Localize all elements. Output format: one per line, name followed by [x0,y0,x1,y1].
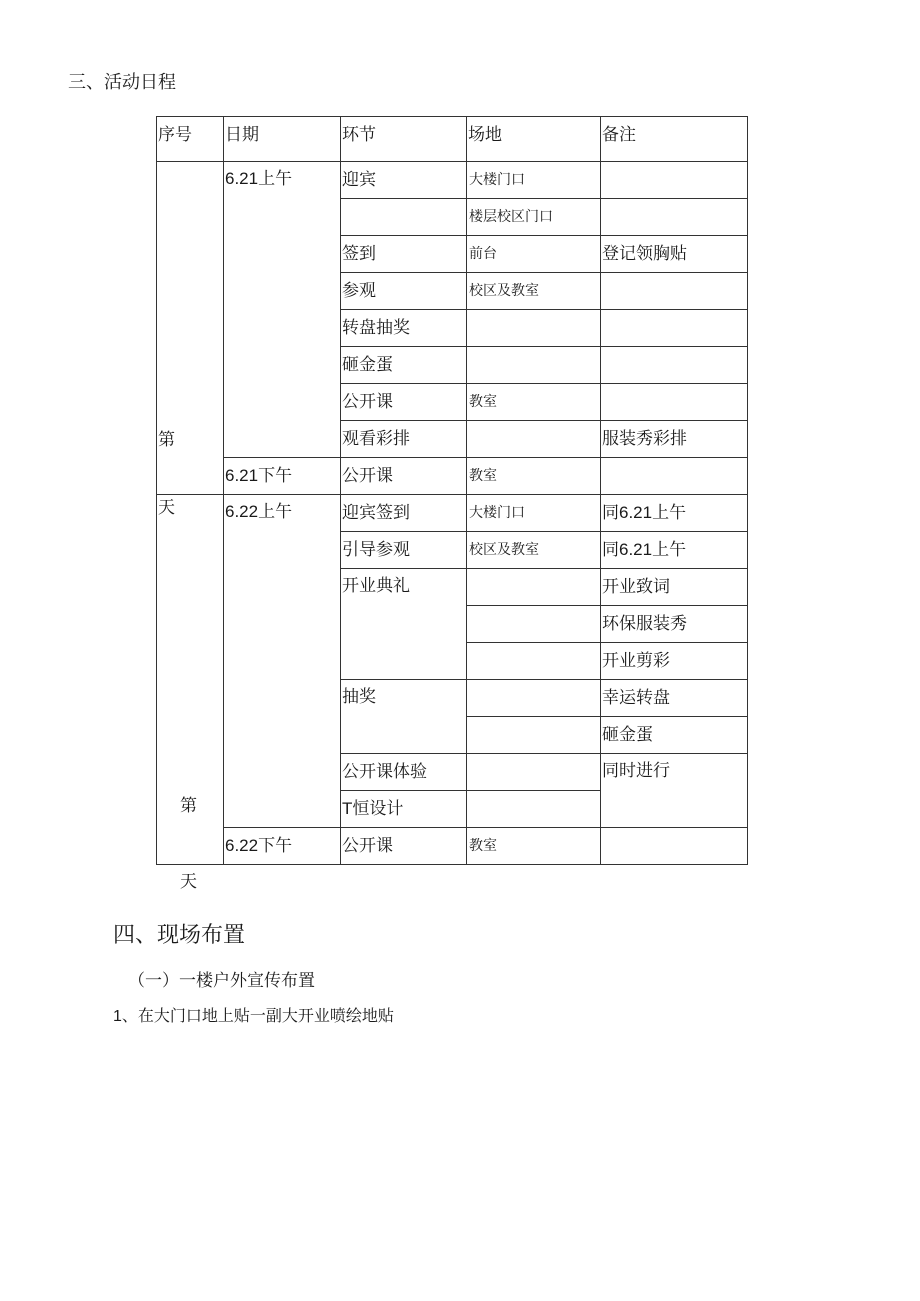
header-note: 备注 [601,117,748,162]
section-4-title: 四、现场布置 [113,923,246,948]
day1-venue-6 [467,347,601,384]
day2-seq-top: 第 [180,795,197,816]
day2-lottery-venue-2 [467,717,601,754]
day1-venue-1: 大楼门口 [467,162,601,199]
day1-session-7: 公开课 [341,384,467,421]
day2-welcome-venue: 大楼门口 [467,495,601,532]
day2-guide-session: 引导参观 [341,532,467,569]
header-seq: 序号 [157,117,224,162]
day1-venue-8 [467,421,601,458]
day2-afternoon-session: 公开课 [341,828,467,865]
day2-lottery-venue-1 [467,680,601,717]
day2-ceremony-note-2: 环保服装秀 [601,606,748,643]
day1-morning-date: 6.21上午 [224,162,341,458]
day1-note-1 [601,162,748,199]
day2-ceremony-note-3: 开业剪彩 [601,643,748,680]
day2-afternoon-note [601,828,748,865]
day2-seq-cell [157,495,224,892]
day1-venue-3: 前台 [467,236,601,273]
day1-afternoon-note [601,458,748,495]
day1-seq-bottom: 天 [158,498,175,518]
day1-note-5 [601,310,748,347]
day2-welcome-note: 同6.21上午 [601,495,748,532]
day2-seq-bottom: 天 [180,871,197,892]
day1-note-7 [601,384,748,421]
table-header-row [157,117,748,162]
day2-lottery-session: 抽奖 [341,680,467,754]
day2-ceremony-note-1: 开业致词 [601,569,748,606]
table-row [157,162,748,199]
day2-openclass-venue [467,754,601,791]
day2-ceremony-venue-3 [467,643,601,680]
day1-venue-5 [467,310,601,347]
day1-session-2 [341,199,467,236]
day2-lottery-note-2: 砸金蛋 [601,717,748,754]
day1-venue-4: 校区及教室 [467,273,601,310]
day2-design-venue [467,791,601,828]
day2-ceremony-venue-2 [467,606,601,643]
day1-note-2 [601,199,748,236]
day1-venue-2: 楼层校区门口 [467,199,601,236]
day1-session-4: 参观 [341,273,467,310]
table-row [157,828,748,865]
list-item-1: 1、在大门口地上贴一副大开业喷绘地贴 [113,1008,394,1025]
table-row [157,495,748,532]
header-venue: 场地 [467,117,601,162]
header-date: 日期 [224,117,341,162]
table-row [157,458,748,495]
day2-afternoon-venue: 教室 [467,828,601,865]
day1-session-1: 迎宾 [341,162,467,199]
subsection-title: （一）一楼户外宣传布置 [128,971,315,991]
day1-session-8: 观看彩排 [341,421,467,458]
day1-venue-7: 教室 [467,384,601,421]
day2-guide-venue: 校区及教室 [467,532,601,569]
day1-afternoon-venue: 教室 [467,458,601,495]
day1-seq-top: 第 [158,430,175,450]
day1-afternoon-session: 公开课 [341,458,467,495]
day1-note-8: 服装秀彩排 [601,421,748,458]
day1-note-4 [601,273,748,310]
day2-ceremony-session: 开业典礼 [341,569,467,680]
day2-ceremony-venue-1 [467,569,601,606]
day1-seq-cell [157,162,224,518]
day1-note-6 [601,347,748,384]
day2-lottery-note-1: 幸运转盘 [601,680,748,717]
day2-simultaneous-note: 同时进行 [601,754,748,828]
day1-session-6: 砸金蛋 [341,347,467,384]
day2-openclass-session: 公开课体验 [341,754,467,791]
header-session: 环节 [341,117,467,162]
schedule-table [156,116,748,892]
day2-afternoon-date: 6.22下午 [224,828,341,865]
section-3-title: 三、活动日程 [68,72,176,93]
day2-guide-note: 同6.21上午 [601,532,748,569]
day1-session-5: 转盘抽奖 [341,310,467,347]
day2-welcome-session: 迎宾签到 [341,495,467,532]
day2-design-session: T恒设计 [341,791,467,828]
day1-afternoon-date: 6.21下午 [224,458,341,495]
day1-note-3: 登记领胸贴 [601,236,748,273]
day1-session-3: 签到 [341,236,467,273]
day2-morning-date: 6.22上午 [224,495,341,828]
